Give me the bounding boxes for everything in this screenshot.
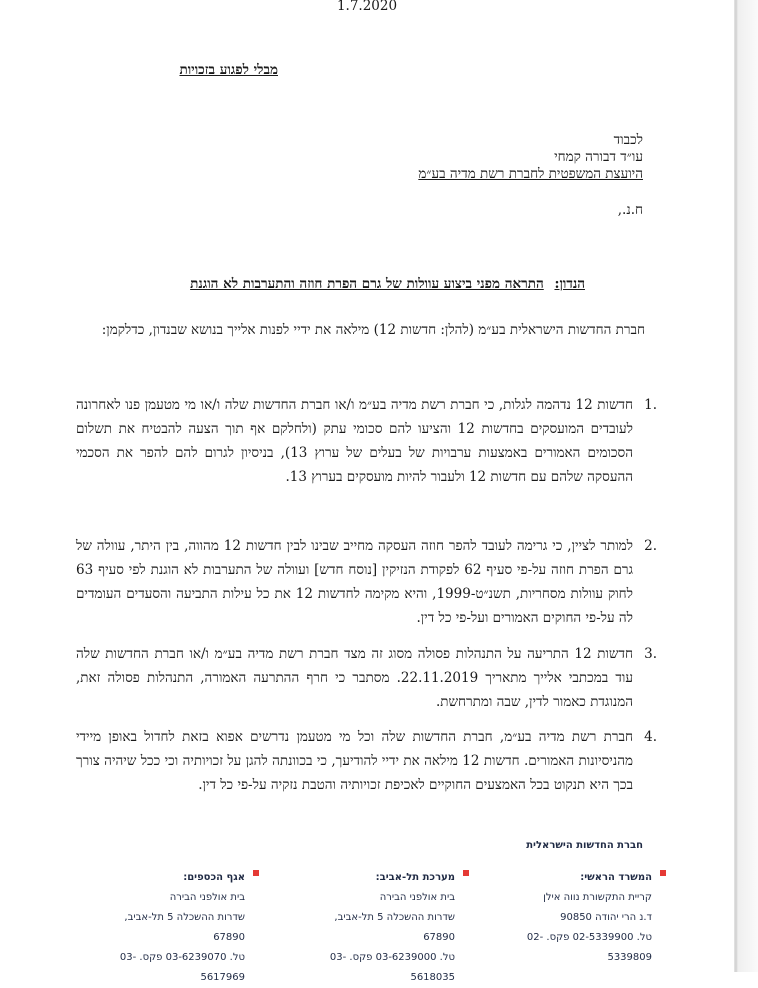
list-item: [76, 725, 657, 797]
footer-column-title: המשרד הראשי:: [580, 872, 652, 883]
subject-line: [120, 276, 585, 292]
footer-phone-line: טל. 02-5339900 פקס. 02-5339809: [526, 932, 652, 963]
item-number: .2: [644, 538, 657, 554]
footer-address-line: ד.נ הרי יהודה 90850: [560, 912, 652, 923]
page-edge-shadow: [734, 0, 758, 972]
footer-address-line: בית אולפני הבירה: [169, 892, 245, 903]
item-text: חברת רשת מדיה בע״מ, חברת החדשות שלה וכל מי מטעמן נדרשים אפוא בזאת לחדול באופן מיידי מהניסיונות האמורים. חדשות 12 מילאה את ידיי להודיעך, כי בכוונתה להגן על זכויותיה וכי ככל שיהיה צורך בכך היא תנקוט בכל האמצעים החוקיים לאכיפת זכויותיה והטבת נזקיה על-פי כל דין.: [76, 729, 633, 793]
list-item: [76, 534, 657, 630]
footer-address-line: קריית התקשורת נווה אילן: [543, 892, 652, 903]
item-number: .4: [644, 729, 657, 745]
recipient-block: [180, 132, 643, 183]
list-item: [76, 393, 657, 489]
bullet-square-icon: [660, 870, 666, 876]
footer-column-tel-aviv: [305, 868, 455, 988]
footer-company-name: חברת החדשות הישראלית: [526, 840, 643, 851]
bullet-square-icon: [253, 870, 259, 876]
item-text: חדשות 12 נדהמה לגלות, כי חברת רשת מדיה בע״מ ו/או חברת החדשות שלה ו/או מי מטעמן פנו לאחרונה לעובדים המועסקים בחדשות 12 והציעו להם סכומי עתק (ולחלקם אף תוך הצעה להבטיח את תשלום הסכומים האמורים באמצעות ערבויות של בעלים של ערוץ 13), בניסיון לגרום להם להפר את הסכמי ההעסקה שלהם עם חדשות 12 ולעבור להיות מועסקים בערוץ 13.: [76, 397, 633, 485]
footer-column-title: אגף הכספים:: [183, 872, 245, 883]
without-prejudice-heading: מבלי לפגוע בזכויות: [179, 62, 278, 78]
footer-address-line: שדרות ההשכלה 5 תל-אביב, 67890: [124, 912, 245, 943]
list-item: [76, 642, 657, 714]
footer-address-line: בית אולפני הבירה: [379, 892, 455, 903]
footer-address-line: שדרות ההשכלה 5 תל-אביב, 67890: [334, 912, 455, 943]
item-text: חדשות 12 התריעה על התנהלות פסולה מסוג זה מצד חברת רשת מדיה בע״מ ו/או חברת החדשות שלה עוד במכתבי אלייך מתאריך 22.11.2019. מסתבר כי חרף ההתרעה האמורה, התנהלות פסולה זאת, המנוגדת כאמור לדין, שבה ומתרחשת.: [76, 646, 633, 710]
greeting: ח.נ.,: [617, 202, 643, 218]
subject-title: התראה מפני ביצוע עוולות של גרם הפרת חוזה והתערבות לא הוגנת: [190, 276, 544, 292]
footer-phone-line: טל. 03-6239000 פקס. 03-5618035: [329, 952, 455, 983]
intro-paragraph: חברת החדשות הישראלית בע״מ (להלן: חדשות 12) מילאה את ידיי לפנות אלייך בנושא שבנדון, כדלקמן:: [101, 322, 645, 338]
footer-column-finance: [95, 868, 245, 988]
bullet-square-icon: [463, 870, 469, 876]
recipient-title: היועצת המשפטית לחברת רשת מדיה בע״מ: [418, 166, 643, 182]
footer-column-head-office: [502, 868, 652, 968]
footer-column-title: מערכת תל-אביב:: [375, 872, 455, 883]
item-text: למותר לציין, כי גרימה לעובד להפר חוזה העסקה מחייב שבינו לבין חדשות 12 מהווה, בין היתר, עוולה של גרם הפרת חוזה על-פי סעיף 62 לפקודת הנזיקין [נוסח חדש] ועוולה של התערבות לא הוגנת לפי סעיף 63 לחוק עוולות מסחריות, תשנ״ט-1999, והיא מקימה לחדשות 12 את כל עילות התביעה והסעדים העומדים לה על-פי החוקים האמורים ועל-פי כל דין.: [76, 538, 633, 626]
recipient-name: עו״ד דבורה קמחי: [554, 149, 643, 165]
subject-label: הנדון:: [554, 276, 585, 292]
item-number: .1: [644, 397, 657, 413]
letter-date: 1.7.2020: [336, 0, 398, 14]
item-number: .3: [644, 646, 657, 662]
footer-phone-line: טל. 03-6239070 פקס. 03-5617969: [119, 952, 245, 983]
recipient-salutation: לכבוד: [613, 132, 643, 148]
